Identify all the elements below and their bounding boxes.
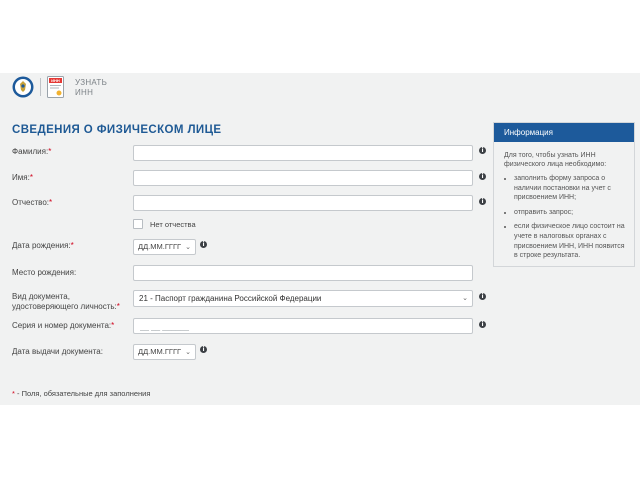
info-icon[interactable]: i — [479, 198, 486, 205]
info-panel — [493, 122, 635, 267]
page-title: СВЕДЕНИЯ О ФИЗИЧЕСКОМ ЛИЦЕ — [12, 124, 222, 136]
info-panel-list — [494, 174, 634, 261]
doc-issue-date-value: ДД.ММ.ГГГГ — [138, 347, 182, 356]
required-mark: * — [70, 241, 74, 250]
birth-date-picker[interactable] — [133, 239, 196, 255]
doc-number-label: Серия и номер документа:* — [12, 321, 115, 330]
required-mark: * — [49, 198, 53, 207]
chevron-down-icon: ⌄ — [185, 243, 191, 251]
service-title-line2: ИНН — [75, 88, 94, 97]
info-icon[interactable]: i — [479, 147, 486, 154]
doc-type-label: Вид документа, удостоверяющего личность:* — [12, 292, 120, 311]
logo-divider — [40, 78, 41, 96]
info-list-item: • если физическое лицо состоит на учете в налоговых органах с присвоением ИНН, ИНН появится в строке результата. — [514, 222, 628, 260]
service-title-line1: УЗНАТЬ — [75, 78, 108, 87]
birth-place-label: Место рождения: — [12, 268, 77, 277]
doc-number-input[interactable] — [133, 318, 473, 334]
first-name-label: Имя:* — [12, 173, 33, 182]
required-mark: * — [29, 173, 33, 182]
info-panel-title: Информация — [494, 123, 634, 142]
middle-name-input[interactable] — [133, 195, 473, 211]
info-list-item: • заполнить форму запроса о наличии постановки на учет с присвоением ИНН; — [514, 174, 628, 203]
info-icon[interactable]: i — [479, 293, 486, 300]
doc-type-value: 21 - Паспорт гражданина Российской Федерации — [139, 294, 322, 303]
service-title — [75, 78, 107, 98]
doc-type-select[interactable] — [133, 290, 473, 307]
info-icon[interactable]: i — [200, 346, 207, 353]
fns-emblem-icon[interactable] — [12, 76, 34, 98]
required-mark: * — [48, 147, 52, 156]
no-middle-name-checkbox[interactable] — [133, 219, 143, 229]
birth-date-value: ДД.ММ.ГГГГ — [138, 242, 182, 251]
doc-issue-date-picker[interactable] — [133, 344, 196, 360]
first-name-input[interactable] — [133, 170, 473, 186]
info-list-item: • отправить запрос; — [514, 208, 628, 218]
birth-place-input[interactable] — [133, 265, 473, 281]
no-middle-name-label[interactable]: Нет отчества — [150, 220, 196, 229]
info-icon[interactable]: i — [479, 173, 486, 180]
chevron-down-icon: ⌄ — [185, 348, 191, 356]
info-icon[interactable]: i — [479, 321, 486, 328]
last-name-input[interactable] — [133, 145, 473, 161]
last-name-label: Фамилия:* — [12, 147, 52, 156]
info-icon[interactable]: i — [200, 241, 207, 248]
inn-logo-text: ИНН — [51, 78, 60, 84]
inn-document-icon[interactable] — [47, 76, 64, 98]
info-panel-intro: Для того, чтобы узнать ИНН физического лица необходимо: — [504, 152, 607, 168]
required-fields-note: * - Поля, обязательные для заполнения — [12, 389, 151, 398]
middle-name-label: Отчество:* — [12, 198, 53, 207]
birth-date-label: Дата рождения:* — [12, 241, 74, 250]
required-mark: * — [116, 302, 120, 311]
required-mark: * — [111, 321, 115, 330]
doc-issue-date-label: Дата выдачи документа: — [12, 347, 103, 356]
chevron-down-icon: ⌄ — [462, 294, 468, 302]
